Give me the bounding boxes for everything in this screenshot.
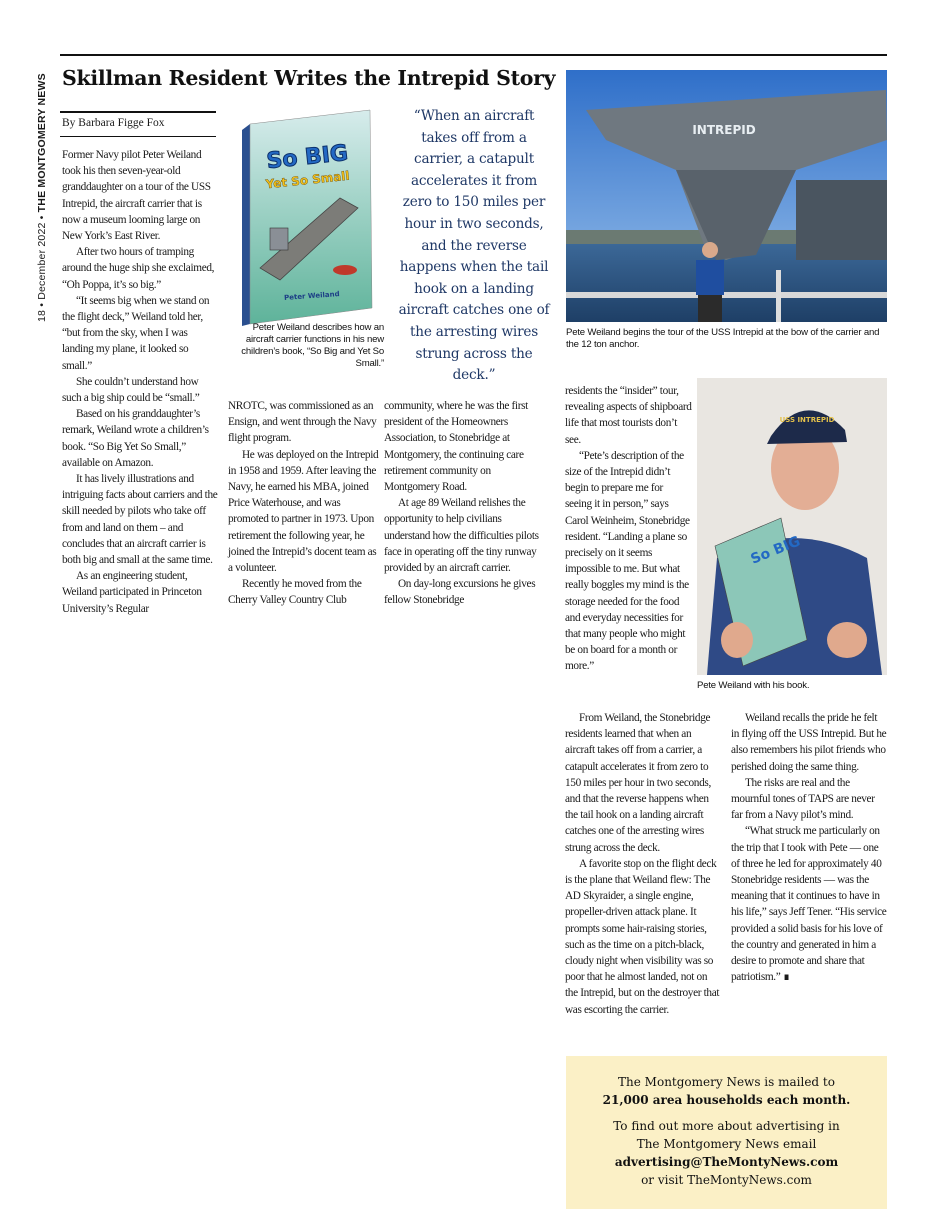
paragraph: Former Navy pilot Peter Weiland took his then seven-year-old granddaughter on a tour of the USS Intrepid, the aircraft carrier that is now a museum looming large on New York’s East River.: [62, 149, 211, 243]
paragraph: Weiland recalls the pride he felt in flying off the USS Intrepid. But he also remembers his pilot friends who perished doing the same thing.: [731, 712, 887, 773]
folio: [36, 73, 48, 322]
pull-quote: “When an aircraft takes off from a carrier, a catapult accelerates it from zero to 150 miles per hour in two seconds, and the reverse happens when the tail hook on a landing aircraft catches one of the arresting wires strung across the deck.”: [398, 108, 550, 384]
paragraph: After two hours of tramping around the huge ship she exclaimed, “Oh Poppa, it’s so big.”: [62, 246, 215, 291]
paragraph: Based on his granddaughter’s remark, Weiland wrote a children’s book. “So Big Yet So Small,” available on Amazon.: [62, 408, 209, 469]
portrait-caption: Pete Weiland with his book.: [697, 680, 810, 691]
article-column-4b: [565, 710, 721, 1018]
paragraph: She couldn’t understand how such a big ship could be “small.”: [62, 375, 200, 405]
paragraph: community, where he was the first president of the Homeowners Association, to Stonebridge at Montgomery, the continuing care retirement community on Montgomery Road.: [384, 400, 528, 494]
folio-page: 18: [36, 309, 48, 322]
article-column-3: [384, 398, 540, 609]
weiland-portrait-photo: [697, 378, 887, 675]
paragraph: A favorite stop on the flight deck is the plane that Weiland flew: The AD Skyraider, a single engine, propeller-driven attack plane. It prompts some hair-raising stories, such as the time on a pitch-black, cloudy night when visibility was so poor that he almost landed, not on the Intrepid, but on the destroyer that was escorting the carrier.: [565, 857, 720, 1016]
article-column-5: [731, 710, 887, 985]
paragraph: It has lively illustrations and intriguing facts about carriers and the skill needed by pilots who take off from and land on them – and concludes that an aircraft carrier is both big and small at the same time.: [62, 473, 218, 567]
paragraph: On day-long excursions he gives fellow Stonebridge: [384, 578, 536, 607]
byline: By Barbara Figge Fox: [62, 117, 165, 129]
folio-separator: •: [36, 302, 48, 307]
ad-line-3: To find out more about advertising in: [613, 1119, 840, 1133]
svg-text:So BIG: So BIG: [748, 533, 803, 568]
paragraph: “What struck me particularly on the trip that I took with Pete — one of three he led for approximately 40 Stonebridge residents — was the meaning that it continues to have in his life,” says Jeff Tener. “His service provided a solid basis for his love of the country and generated in him a desire to promote and share that patriotism.” ∎: [731, 825, 887, 984]
ad-line-4: The Montgomery News email: [636, 1137, 817, 1151]
paragraph: As an engineering student, Weiland participated in Princeton University’s Regular: [62, 570, 202, 615]
paragraph: At age 89 Weiland relishes the opportunity to help civilians understand how the difficulties pilots face in operating off the tiny runway provided by an aircraft carrier.: [384, 497, 539, 575]
article-column-4a: [565, 383, 692, 675]
book-caption: Peter Weiland describes how an aircraft carrier functions in his new children’s book, “So Big and Yet So Small.”: [241, 322, 384, 369]
book-title-small: Yet So Small: [264, 168, 351, 192]
ad-line-1: The Montgomery News is mailed to: [618, 1075, 835, 1089]
paragraph: residents the “insider” tour, revealing aspects of shipboard life that most tourists don’t see.: [565, 385, 692, 446]
ad-website-link[interactable]: or visit TheMontyNews.com: [641, 1173, 812, 1187]
intrepid-photo: [566, 70, 887, 322]
ad-email[interactable]: advertising@TheMontyNews.com: [614, 1155, 839, 1169]
top-rule: [60, 54, 887, 56]
article-column-1: [62, 147, 218, 617]
cap-text: USS INTREPID: [779, 416, 835, 424]
ship-hull-text: INTREPID: [692, 123, 756, 137]
paragraph: Recently he moved from the Cherry Valley Country Club: [228, 578, 362, 607]
book-title-big: So BIG: [265, 140, 350, 175]
article-column-2: [228, 398, 382, 609]
paragraph: NROTC, was commissioned as an Ensign, and went through the Navy flight program.: [228, 400, 377, 445]
book-author: Peter Weiland: [283, 290, 340, 302]
paragraph: “Pete’s description of the size of the Intrepid didn’t begin to prepare me for seeing it in person,” says Carol Weinheim, Stonebridge resident. “Landing a plane so precisely on it seems impossible to me. But what really boggles my mind is the storage needed for the food and everyday necessities for that many people who might be on board for a month or more.”: [565, 449, 690, 673]
paragraph: The risks are real and the mournful tones of TAPS are never far from a Navy pilot’s mind.: [731, 776, 875, 822]
paragraph: “It seems big when we stand on the flight deck,” Weiland told her, “but from the sky, when I was landing my plane, it looked so small.”: [62, 294, 210, 372]
paragraph: He was deployed on the Intrepid in 1958 and 1959. After leaving the Navy, he earned his MBA, joined Price Waterhouse, and was promoted to partner in 1973. Upon retirement the following year, he joined the Intrepid’s docent team as a volunteer.: [228, 448, 379, 575]
folio-date: December 2022: [36, 222, 48, 300]
paragraph: From Weiland, the Stonebridge residents learned that when an aircraft takes off from a carrier, a catapult accelerates it from zero to 150 miles per hour in two seconds, and that the reverse happens when the tail hook on a landing aircraft catches one of the arresting wires strung across the deck.: [565, 712, 711, 854]
ad-line-2: [566, 1091, 887, 1109]
byline-rule-bottom: [60, 136, 216, 137]
folio-publication: THE MONTGOMERY NEWS: [36, 73, 48, 213]
folio-separator: •: [36, 215, 48, 220]
headline: Skillman Resident Writes the Intrepid Story: [62, 66, 556, 90]
ad-email-link[interactable]: [566, 1153, 887, 1171]
advertising-box: [566, 1056, 887, 1209]
book-cover-image: [240, 108, 374, 326]
intrepid-photo-caption: Pete Weiland begins the tour of the USS Intrepid at the bow of the carrier and the 12 ton anchor.: [566, 327, 880, 350]
ad-circulation: 21,000 area households each month.: [602, 1093, 851, 1107]
byline-rule-top: [60, 111, 216, 113]
